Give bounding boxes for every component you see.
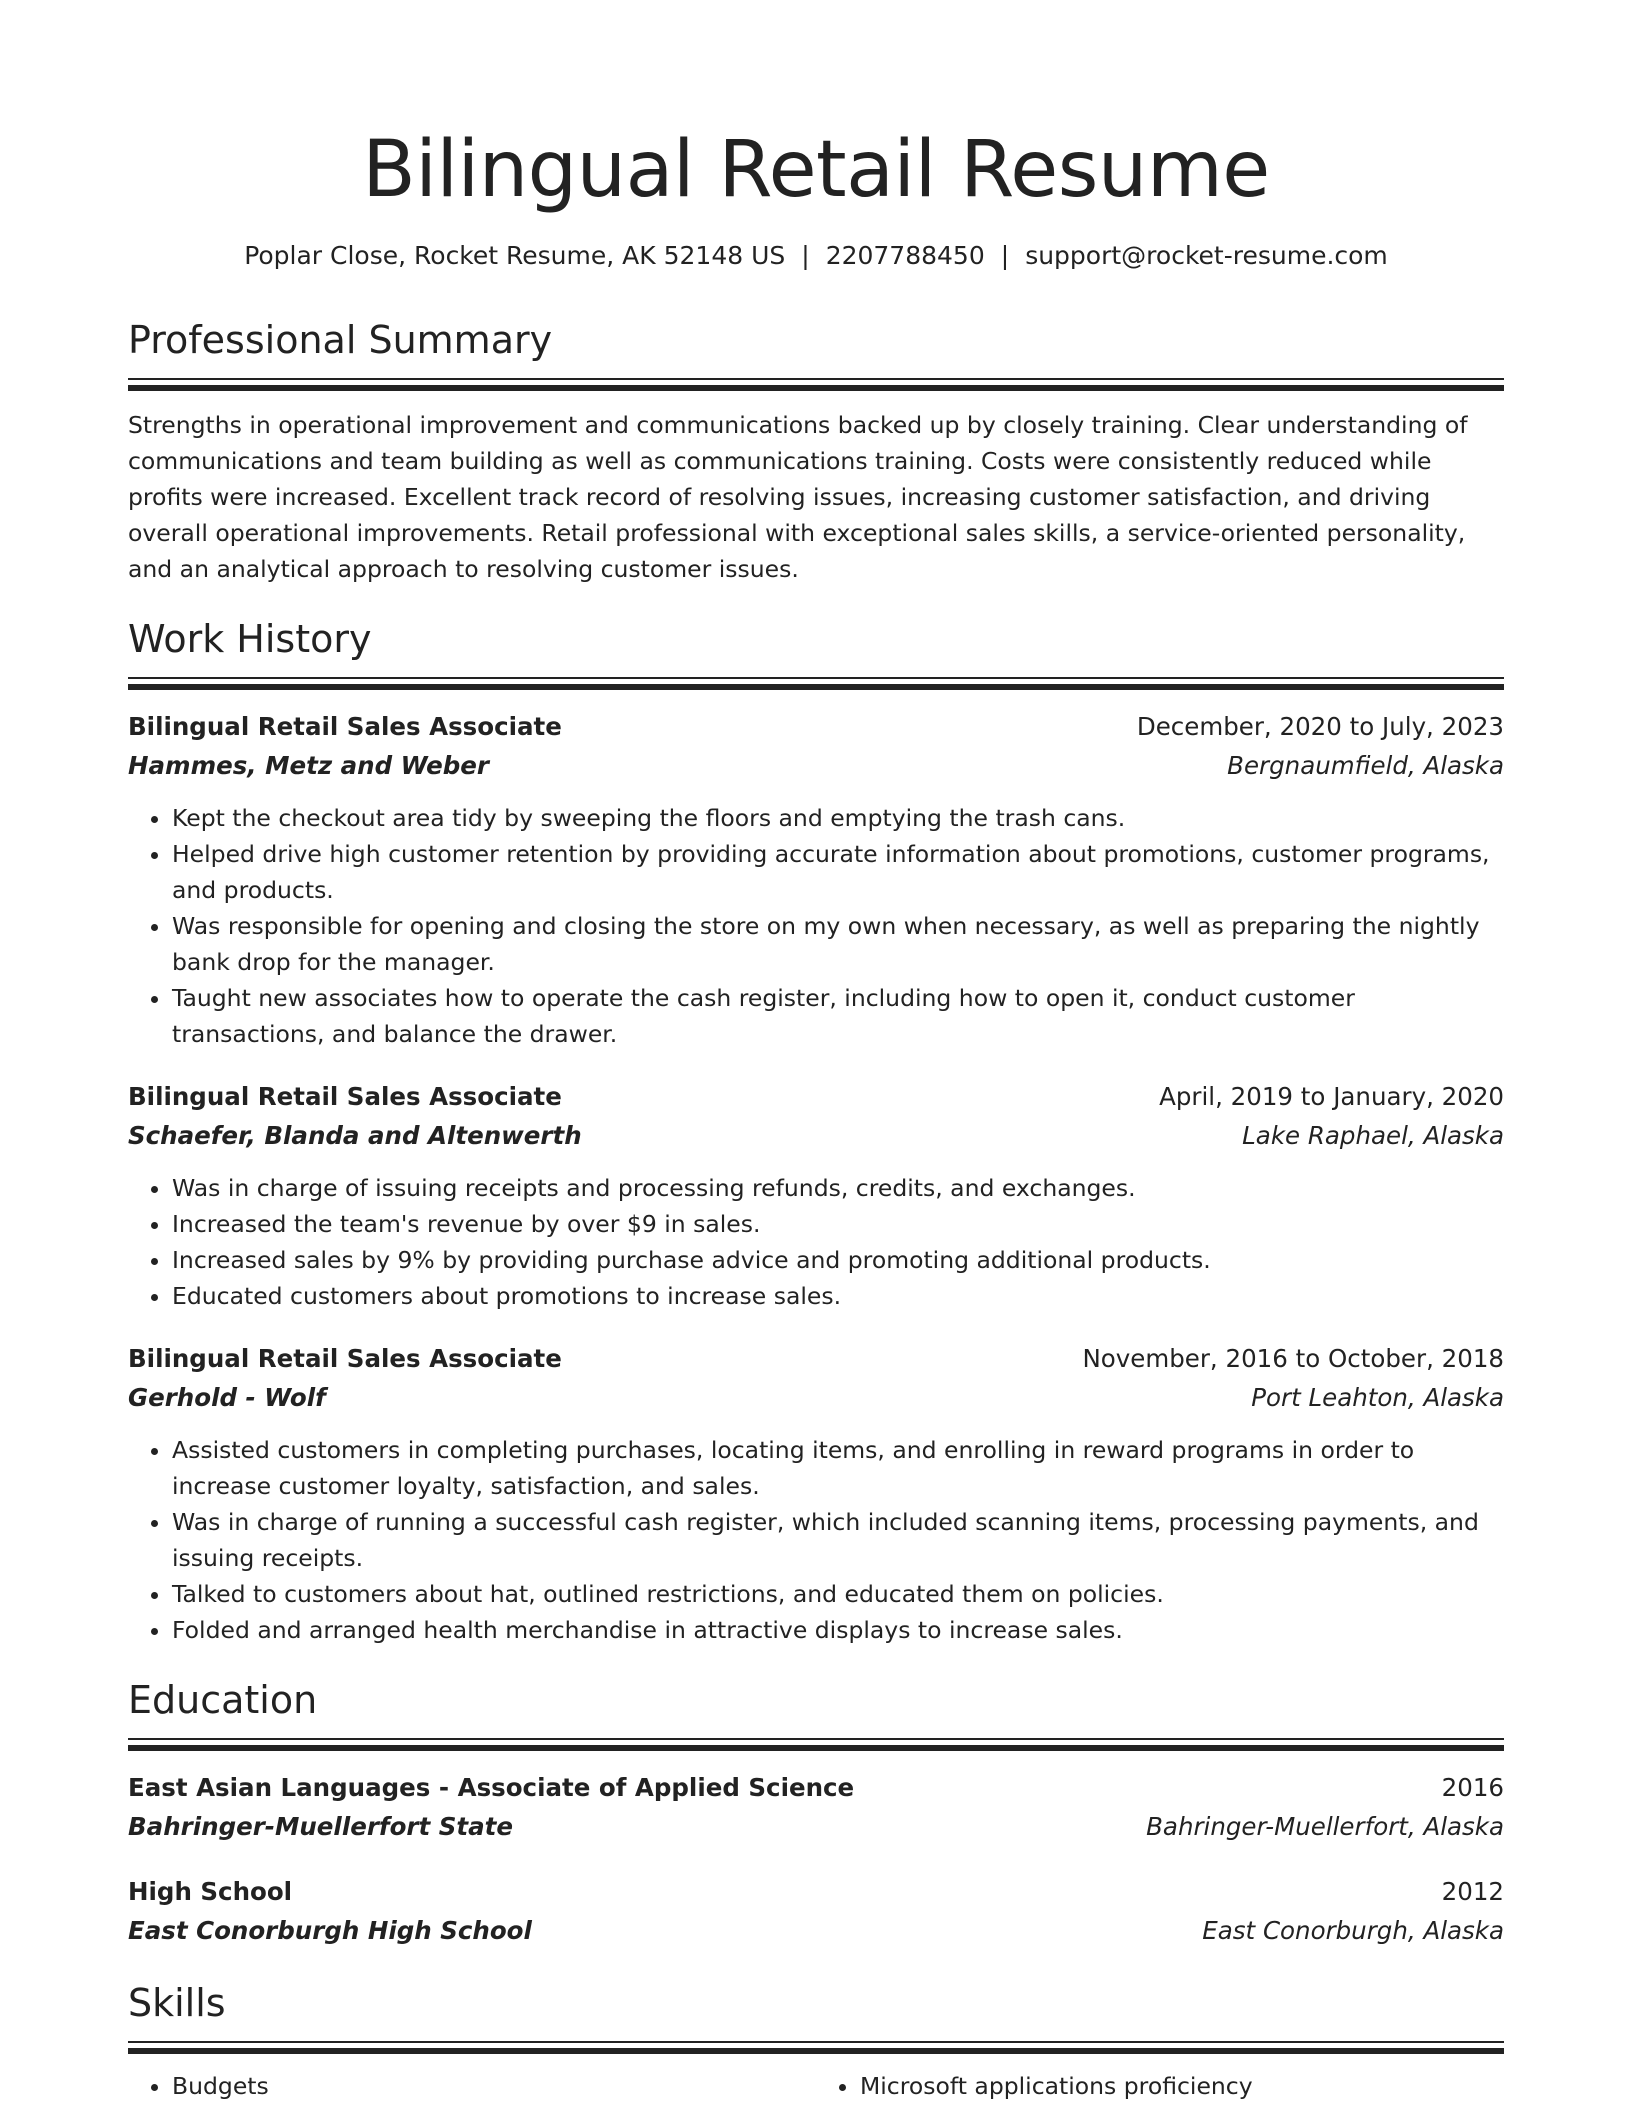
job-bullet: • Was in charge of running a successful cash register, which included scanning items, processing payments, and issuing receipts. [172,1504,1504,1576]
job-bullet: • Taught new associates how to operate the cash register, including how to open it, conduct customer transactions, and balance the drawer. [172,980,1504,1052]
job-bullet: • Talked to customers about hat, outlined restrictions, and educated them on policies. [172,1576,1504,1612]
job-title: Bilingual Retail Sales Associate [128,1082,562,1111]
job-bullet: • Kept the checkout area tidy by sweeping the floors and emptying the trash cans. [172,800,1504,836]
section-divider [128,2041,1504,2054]
job-bullets [128,800,1504,1052]
job-bullet: • Increased sales by 9% by providing purchase advice and promoting additional products. [172,1242,1504,1278]
education-year: 2016 [1441,1773,1504,1802]
skills-list-left [128,2068,816,2104]
job-dates: November, 2016 to October, 2018 [1082,1344,1504,1373]
education-school: Bahringer-Muellerfort State [128,1812,513,1841]
section-heading-skills: Skills [128,1981,226,2025]
job-bullets [128,1170,1504,1314]
job-title: Bilingual Retail Sales Associate [128,1344,562,1373]
contact-phone: 2207788450 [825,241,985,270]
job-location: Port Leahton, Alaska [1251,1383,1504,1412]
education-degree: East Asian Languages - Associate of Applied Science [128,1773,855,1802]
job-bullet: • Was in charge of issuing receipts and processing refunds, credits, and exchanges. [172,1170,1504,1206]
work-history-section [128,613,1504,1648]
section-divider [128,378,1504,391]
resume-title: Bilingual Retail Resume [362,125,1270,215]
job-entry [128,1078,1504,1314]
job-dates: December, 2020 to July, 2023 [1136,712,1504,741]
job-company: Schaefer, Blanda and Altenwerth [128,1121,582,1150]
job-bullet: • Was responsible for opening and closing the store on my own when necessary, as well as preparing the nightly bank drop for the manager. [172,908,1504,980]
education-school: East Conorburgh High School [128,1916,532,1945]
education-year: 2012 [1441,1877,1504,1906]
section-heading-summary: Professional Summary [128,318,553,362]
education-entry [128,1873,1504,1951]
job-title: Bilingual Retail Sales Associate [128,712,562,741]
skill-item: • Budgets [172,2068,816,2104]
section-divider [128,1738,1504,1751]
job-bullet: • Educated customers about promotions to increase sales. [172,1278,1504,1314]
contact-address: Poplar Close, Rocket Resume, AK 52148 US [244,241,786,270]
job-company: Gerhold - Wolf [128,1383,326,1412]
summary-section [128,314,1504,587]
education-location: East Conorburgh, Alaska [1202,1916,1504,1945]
contact-line [128,238,1504,274]
job-bullet: • Helped drive high customer retention by providing accurate information about promotions, customer programs, and products. [172,836,1504,908]
job-entry [128,708,1504,1052]
summary-text: Strengths in operational improvement and communications backed up by closely training. Clear understanding of communications and team building as well as communications training. Costs were consistently reduced while profits were increased. Excellent track record of resolving issues, increasing customer satisfaction, and driving overall operational improvements. Retail professional with exceptional sales skills, a service-oriented personality, and an analytical approach to resolving customer issues. [128,411,1468,583]
job-location: Lake Raphael, Alaska [1242,1121,1504,1150]
job-bullet: • Increased the team's revenue by over $9 in sales. [172,1206,1504,1242]
skill-item: • Microsoft applications proficiency [860,2068,1504,2104]
job-bullets [128,1432,1504,1648]
skills-list-right [816,2068,1504,2104]
job-company: Hammes, Metz and Weber [128,751,489,780]
contact-separator: | [801,241,810,270]
section-divider [128,677,1504,690]
education-location: Bahringer-Muellerfort, Alaska [1146,1812,1504,1841]
section-heading-work-history: Work History [128,617,372,661]
skills-columns [128,2068,1504,2104]
skills-section [128,1977,1504,2104]
job-dates: April, 2019 to January, 2020 [1159,1082,1504,1111]
job-location: Bergnaumfield, Alaska [1227,751,1504,780]
education-section [128,1674,1504,1951]
education-entry [128,1769,1504,1847]
contact-separator: | [1000,241,1010,270]
section-heading-education: Education [128,1678,318,1722]
education-degree: High School [128,1877,293,1906]
job-bullet: • Assisted customers in completing purchases, locating items, and enrolling in reward programs in order to increase customer loyalty, satisfaction, and sales. [172,1432,1504,1504]
job-bullet: • Folded and arranged health merchandise in attractive displays to increase sales. [172,1612,1504,1648]
job-entry [128,1340,1504,1648]
contact-email: support@rocket-resume.com [1025,241,1388,270]
